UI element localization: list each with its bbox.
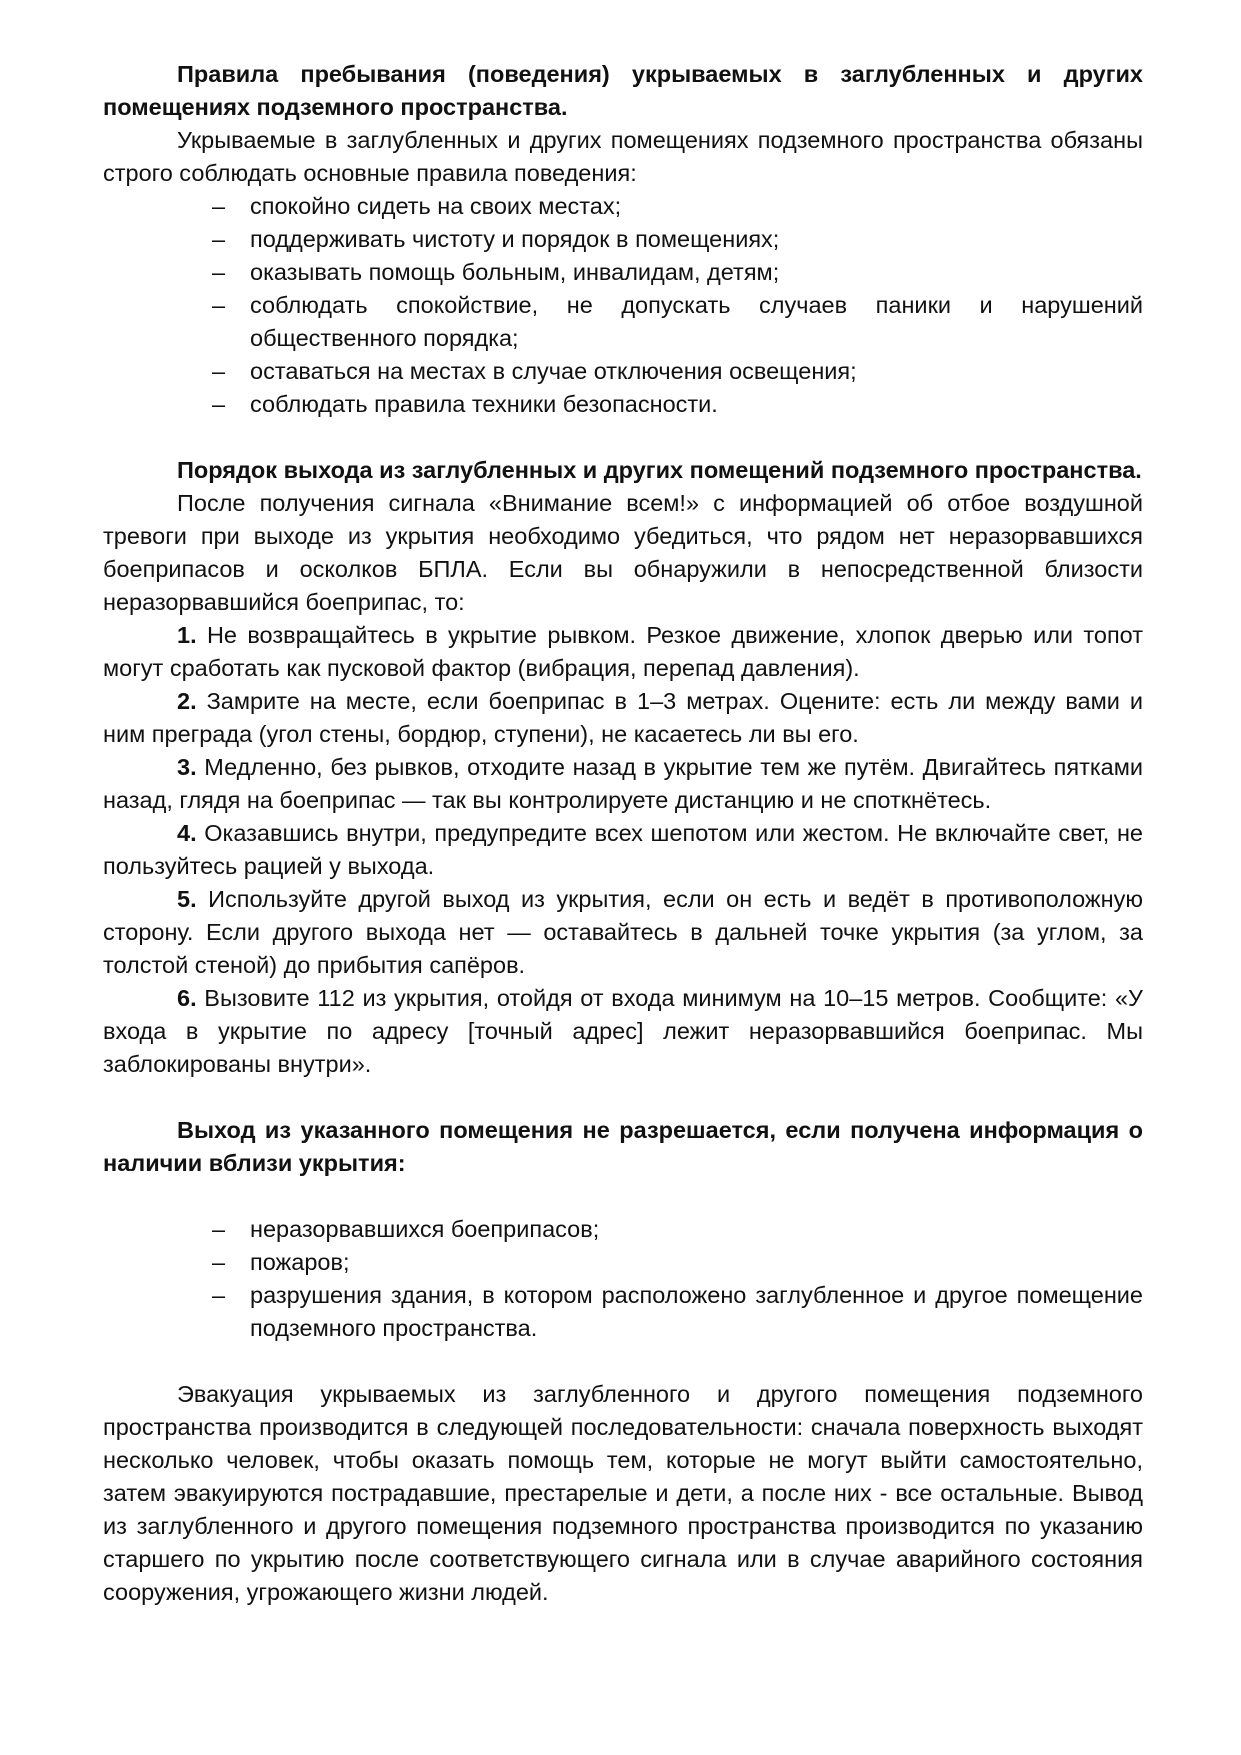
list-item: – соблюдать спокойствие, не допускать случаев паники и нарушений общественного порядка; (250, 289, 1143, 355)
step-text: Замрите на месте, если боеприпас в 1–3 метрах. Оцените: есть ли между вами и ним преграда (угол стены, бордюр, ступени), не касаетесь ли вы его. (103, 688, 1143, 747)
blank-line (103, 1081, 1143, 1114)
numbered-step (103, 685, 1143, 751)
step-number: 3. (177, 754, 197, 780)
step-text: Используйте другой выход из укрытия, если он есть и ведёт в противоположную сторону. Если другого выхода нет — оставайтесь в дальней точке укрытия (за углом, за толстой стеной) до прибытия сапёров. (103, 886, 1143, 978)
list-item: – поддерживать чистоту и порядок в помещениях; (250, 223, 1143, 256)
step-number: 6. (177, 985, 197, 1011)
dash-bullet: – (212, 292, 226, 318)
section-heading-exit-order: Порядок выхода из заглубленных и других помещений подземного пространства. (177, 457, 1142, 483)
step-text: Оказавшись внутри, предупредите всех шепотом или жестом. Не включайте свет, не пользуйтесь рацией у выхода. (103, 820, 1143, 879)
step-number: 1. (177, 622, 197, 648)
step-number: 5. (177, 886, 197, 912)
list-item: – оказывать помощь больным, инвалидам, детям; (250, 256, 1143, 289)
paragraph-evacuation: Эвакуация укрываемых из заглубленного и другого помещения подземного пространства производится в следующей последовательности: сначала поверхность выходят несколько человек, чтобы оказать помощь тем, которые не могут выйти самостоятельно, затем эвакуируются пострадавшие, престарелые и дети, а после них - все остальные. Вывод из заглубленного и другого помещения подземного пространства производится по указанию старшего по укрытию после соответствующего сигнала или в случае аварийного состояния сооружения, угрожающего жизни людей. (103, 1381, 1143, 1605)
numbered-step (103, 982, 1143, 1081)
section-heading-exit-prohibited: Выход из указанного помещения не разрешается, если получена информация о наличии вблизи укрытия: (103, 1117, 1143, 1176)
dash-bullet: – (212, 391, 226, 417)
paragraph-exit-intro: После получения сигнала «Внимание всем!» с информацией об отбое воздушной тревоги при выходе из укрытия необходимо убедиться, что рядом нет неразорвавшихся боеприпасов и осколков БПЛА. Если вы обнаружили в непосредственной близости неразорвавшийся боеприпас, то: (103, 490, 1143, 615)
numbered-step (103, 817, 1143, 883)
blank-line (103, 1180, 1143, 1213)
step-number: 2. (177, 688, 197, 714)
list-item: – неразорвавшихся боеприпасов; (250, 1213, 1143, 1246)
document-page (103, 58, 1143, 1609)
numbered-step (103, 751, 1143, 817)
numbered-step (103, 619, 1143, 685)
dash-bullet: – (212, 259, 226, 285)
dash-bullet: – (212, 1282, 226, 1308)
step-text: Вызовите 112 из укрытия, отойдя от входа минимум на 10–15 метров. Сообщите: «У входа в укрытие по адресу [точный адрес] лежит неразорвавшийся боеприпас. Мы заблокированы внутри». (103, 985, 1143, 1077)
list-item: – разрушения здания, в котором расположено заглубленное и другое помещение подземного пространства. (250, 1279, 1143, 1345)
prohibition-list (103, 1213, 1143, 1345)
list-item: – пожаров; (250, 1246, 1143, 1279)
step-text: Не возвращайтесь в укрытие рывком. Резкое движение, хлопок дверью или топот могут сработать как пусковой фактор (вибрация, перепад давления). (103, 622, 1143, 681)
blank-line (103, 1345, 1143, 1378)
step-number: 4. (177, 820, 197, 846)
dash-bullet: – (212, 1249, 226, 1275)
list-item: – спокойно сидеть на своих местах; (250, 190, 1143, 223)
section-heading-rules: Правила пребывания (поведения) укрываемых в заглубленных и других помещениях подземного пространства. (103, 61, 1143, 120)
dash-bullet: – (212, 226, 226, 252)
list-item: – оставаться на местах в случае отключения освещения; (250, 355, 1143, 388)
numbered-step (103, 883, 1143, 982)
dash-bullet: – (212, 193, 226, 219)
blank-line (103, 421, 1143, 454)
list-item: – соблюдать правила техники безопасности. (250, 388, 1143, 421)
dash-bullet: – (212, 1216, 226, 1242)
rules-list (103, 190, 1143, 421)
paragraph-rules-intro: Укрываемые в заглубленных и других помещениях подземного пространства обязаны строго соблюдать основные правила поведения: (103, 127, 1143, 186)
dash-bullet: – (212, 358, 226, 384)
step-text: Медленно, без рывков, отходите назад в укрытие тем же путём. Двигайтесь пятками назад, глядя на боеприпас — так вы контролируете дистанцию и не споткнётесь. (103, 754, 1143, 813)
